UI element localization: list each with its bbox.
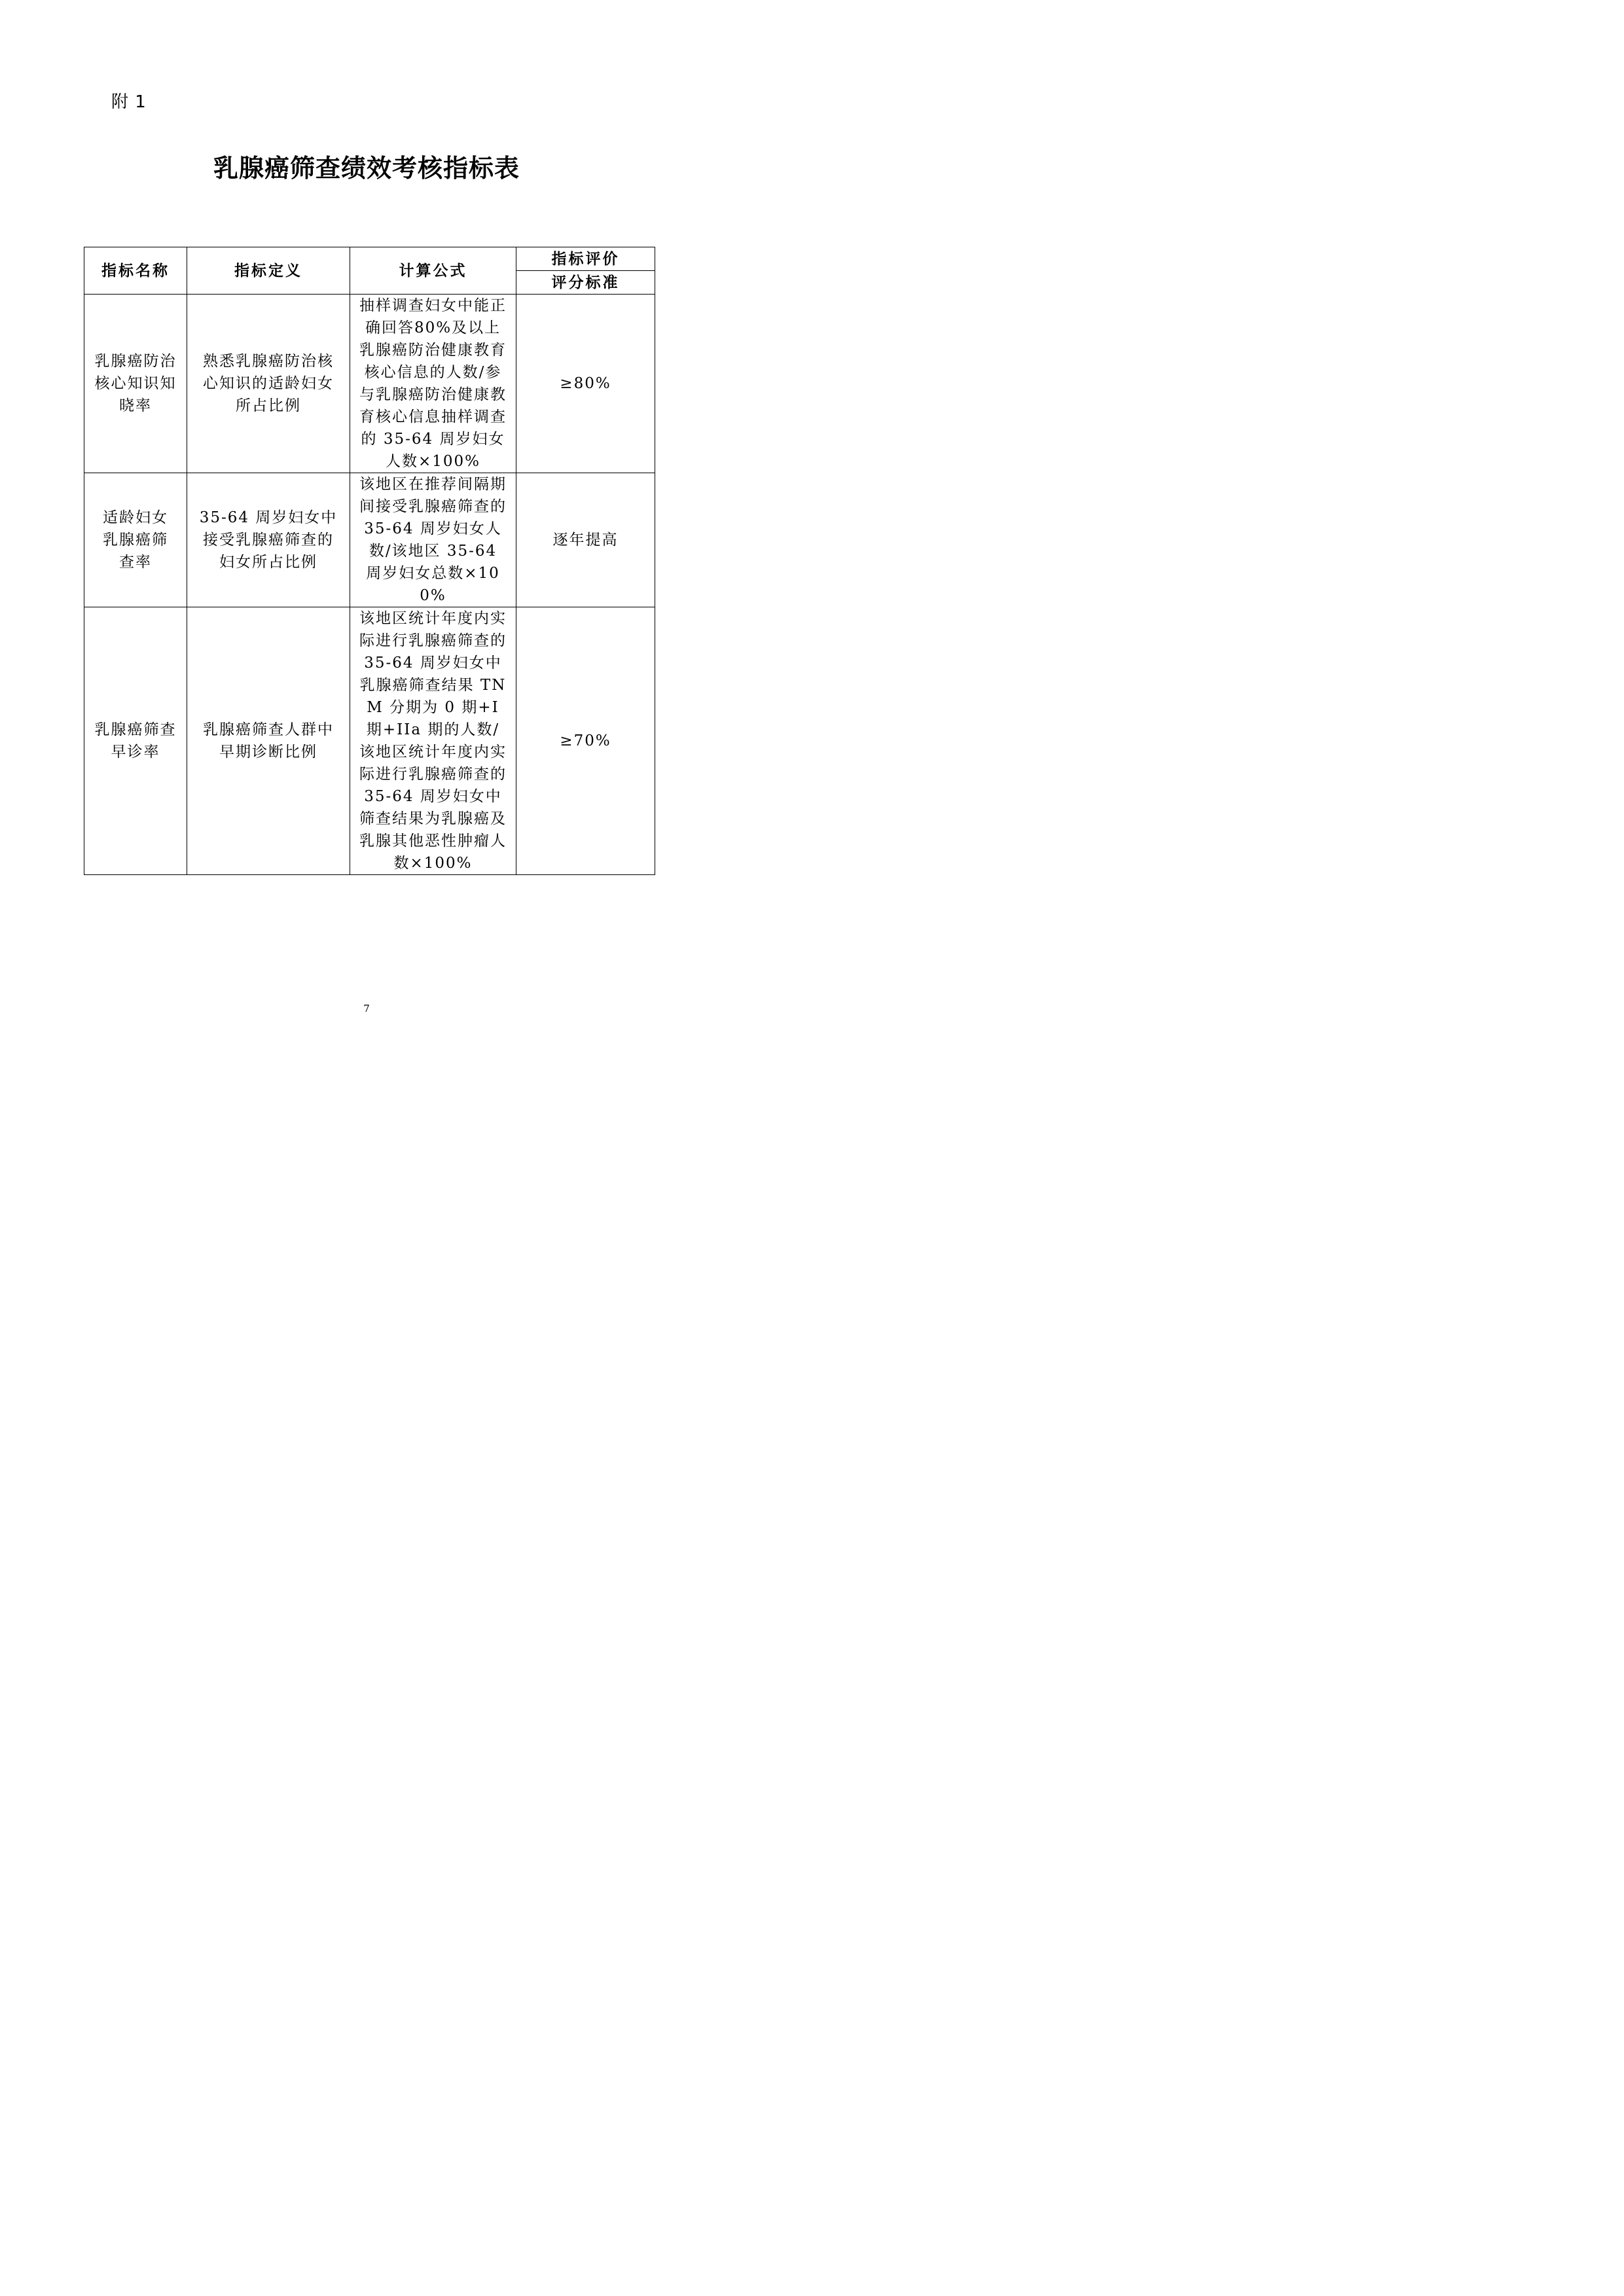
cell-name [84,473,187,607]
metric-standard: ≥70% [560,732,611,749]
table-header-row [84,247,655,271]
page-title: 乳腺癌筛查绩效考核指标表 [213,154,520,183]
metric-standard: 逐年提高 [552,531,619,548]
cell-definition [187,607,350,875]
table-row [84,607,655,875]
metric-name: 乳腺癌防治核心知识知晓率 [94,353,177,414]
metric-definition: 熟悉乳腺癌防治核心知识的适龄妇女所占比例 [203,353,334,414]
cell-formula [350,473,516,607]
attachment-label: 附 1 [111,92,147,112]
metric-formula: 该地区在推荐间隔期间接受乳腺癌筛查的 35-64 周岁妇女人数/该地区 35-64 周岁妇女总数×100% [359,476,507,604]
header-standard: 评分标准 [516,271,655,295]
cell-name [84,607,187,875]
header-formula: 计算公式 [350,247,516,295]
header-evaluation: 指标评价 [516,247,655,271]
table-row [84,473,655,607]
cell-definition [187,473,350,607]
metric-name: 适龄妇女乳腺癌筛查率 [103,509,168,571]
metric-definition: 35-64 周岁妇女中接受乳腺癌筛查的妇女所占比例 [199,509,338,571]
metric-name: 乳腺癌筛查早诊率 [94,721,177,761]
cell-formula [350,607,516,875]
metrics-table [84,247,655,875]
header-definition: 指标定义 [187,247,350,295]
cell-standard [516,295,655,473]
table-row [84,295,655,473]
cell-standard [516,473,655,607]
page-number: 7 [363,1003,370,1014]
metric-definition: 乳腺癌筛查人群中早期诊断比例 [203,721,334,761]
metric-formula: 抽样调查妇女中能正确回答80%及以上乳腺癌防治健康教育核心信息的人数/参与乳腺癌防治健康教育核心信息抽样调查的 35-64 周岁妇女人数×100% [359,297,507,470]
cell-name [84,295,187,473]
cell-formula [350,295,516,473]
metric-formula: 该地区统计年度内实际进行乳腺癌筛查的 35-64 周岁妇女中乳腺癌筛查结果 TNM 分期为 0 期+I 期+IIa 期的人数/该地区统计年度内实际进行乳腺癌筛查的 35-64 周岁妇女中筛查结果为乳腺癌及乳腺其他恶性肿瘤人数×100% [359,610,507,872]
header-name: 指标名称 [84,247,187,295]
cell-standard [516,607,655,875]
metric-standard: ≥80% [560,375,611,392]
cell-definition [187,295,350,473]
